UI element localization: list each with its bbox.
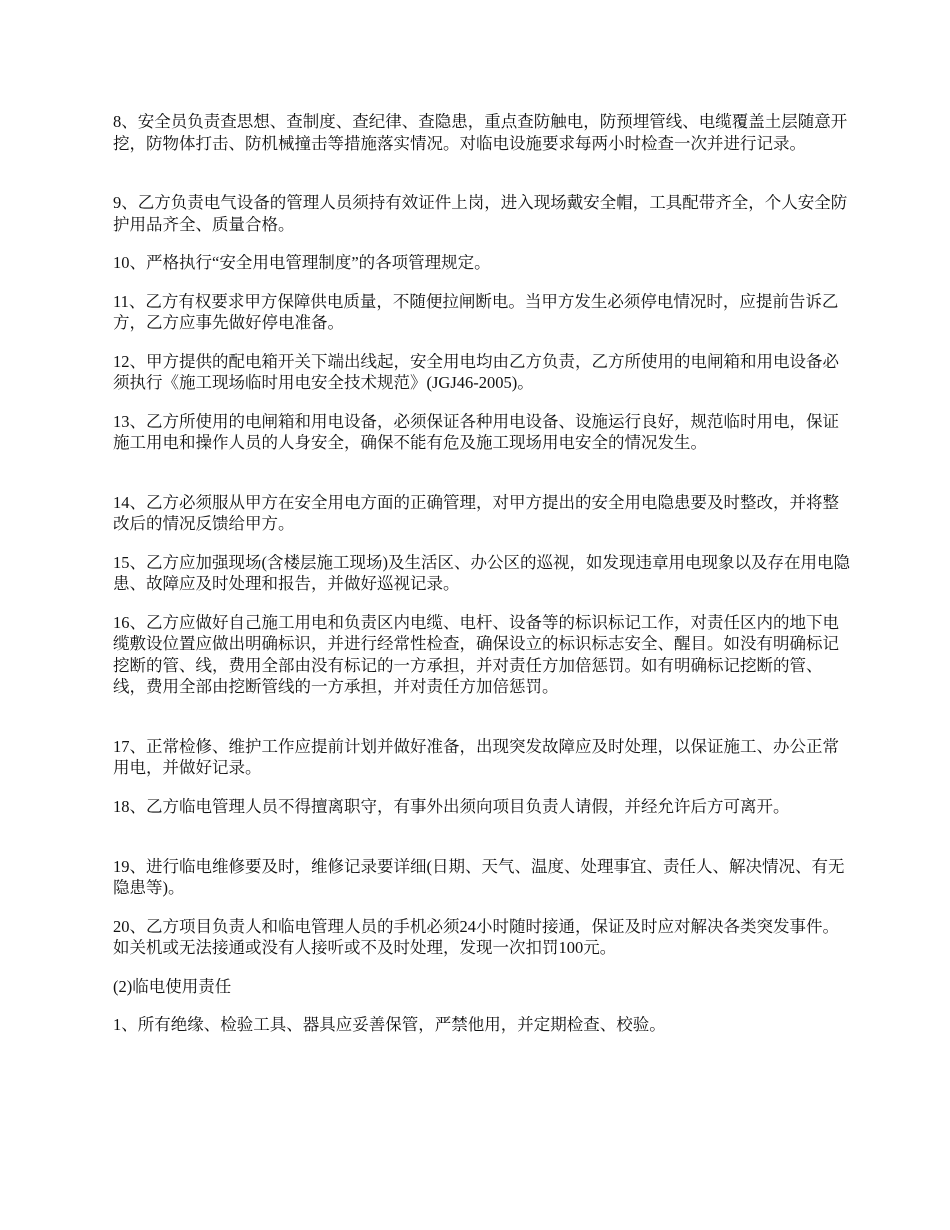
clause-20: 20、乙方项目负责人和临电管理人员的手机必须24小时随时接通，保证及时应对解决各类突发事件。如关机或无法接通或没有人接听或不及时处理，发现一次扣罚100元。 (113, 916, 839, 957)
clause-8: 8、安全员负责查思想、查制度、查纪律、查隐患，重点查防触电，防预埋管线、电缆覆盖土层随意开挖，防物体打击、防机械撞击等措施落实情况。对临电设施要求每两小时检查一次并进行记录。 (113, 112, 848, 153)
clause-17: 17、正常检修、维护工作应提前计划并做好准备，出现突发故障应及时处理，以保证施工、办公正常用电，并做好记录。 (113, 736, 839, 777)
clause-10: 10、严格执行“安全用电管理制度”的各项管理规定。 (113, 253, 491, 272)
clause-14: 14、乙方必须服从甲方在安全用电方面的正确管理，对甲方提出的安全用电隐患要及时整改，并将整改后的情况反馈给甲方。 (113, 492, 839, 533)
section-heading: (2)临电使用责任 (113, 976, 232, 996)
clause-18: 18、乙方临电管理人员不得擅离职守，有事外出须向项目负责人请假，并经允许后方可离开。 (113, 796, 790, 816)
clause-12: 12、甲方提供的配电箱开关下端出线起，安全用电均由乙方负责，乙方所使用的电闸箱和用电设备必须执行《施工现场临时用电安全技术规范》(JGJ46-2005)。 (113, 351, 839, 392)
document-page (113, 111, 853, 1053)
clause-15: 15、乙方应加强现场(含楼层施工现场)及生活区、办公区的巡视，如发现违章用电现象以及存在用电隐患、故障应及时处理和报告，并做好巡视记录。 (113, 552, 850, 593)
clause-9: 9、乙方负责电气设备的管理人员须持有效证件上岗，进入现场戴安全帽，工具配带齐全，个人安全防护用品齐全、质量合格。 (113, 193, 848, 234)
clause-19: 19、进行临电维修要及时，维修记录要详细(日期、天气、温度、处理事宜、责任人、解决情况、有无隐患等)。 (113, 856, 845, 897)
clause-13: 13、乙方所使用的电闸箱和用电设备，必须保证各种用电设备、设施运行良好，规范临时用电，保证施工用电和操作人员的人身安全，确保不能有危及施工现场用电安全的情况发生。 (113, 411, 839, 452)
clause-11: 11、乙方有权要求甲方保障供电质量，不随便拉闸断电。当甲方发生必须停电情况时，应提前告诉乙方，乙方应事先做好停电准备。 (113, 291, 839, 332)
clause-16: 16、乙方应做好自己施工用电和负责区内电缆、电杆、设备等的标识标记工作，对责任区内的地下电缆敷设位置应做出明确标识，并进行经常性检查，确保设立的标识标志安全、醒目。如没有明确标记挖断的管、线，费用全部由没有标记的一方承担，并对责任方加倍惩罚。如有明确标记挖断的管、线，费用全部由挖断管线的一方承担，并对责任方加倍惩罚。 (113, 612, 839, 696)
section-clause-1: 1、所有绝缘、检验工具、器具应妥善保管，严禁他用，并定期检查、校验。 (113, 1015, 666, 1034)
